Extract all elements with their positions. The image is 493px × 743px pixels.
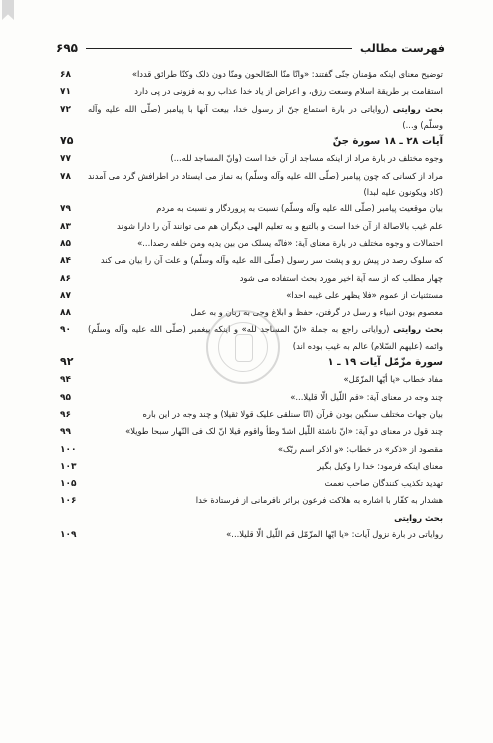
toc-entry-text: مقصود از «ذکر» در خطاب: «و اذکر اسم ربّک»: [277, 443, 443, 454]
toc-entry-text: بیان جهات مختلف سنگین بودن قرآن (انّا سنلقی علیک قولا ثقیلا) و چند وجه در این باره: [142, 408, 443, 419]
toc-entry-page: ۸۴: [60, 256, 71, 267]
section-label: بحث روایتی: [392, 103, 443, 114]
toc-entry-text: مراد از کسانی که چون پیامبر (صلّی الله علیه وآله وسلّم) به نماز می ایستاد در اطرافش گرد می آمدند (کاد ویکونون علیه لبدا): [88, 170, 443, 198]
toc-entry-text: مفاد خطاب «یا أیّها المزّمّل»: [343, 374, 443, 385]
toc-entry-text: معصوم بودن انبیاء و رسل در گرفتن، حفظ و ابلاغ وحی به زبان و به عمل: [190, 307, 443, 318]
toc-entry-text: معنای اینکه فرمود: خدا را وکیل بگیر: [317, 460, 443, 471]
toc-entry-text: تهدید تکذیب کنندگان صاحب نعمت: [324, 478, 443, 489]
toc-entry-page: ۸۶: [60, 273, 71, 284]
toc-entry-page: ۹۰: [60, 325, 71, 336]
toc-entry: [60, 458, 443, 475]
toc-entry-page: ۶۸: [60, 70, 71, 80]
toc-entry: [60, 150, 443, 167]
toc-entry: [60, 101, 443, 134]
toc-entry: [60, 287, 443, 304]
toc-entry: [60, 252, 443, 269]
toc-entry-page: ۷۱: [60, 87, 71, 98]
bookmark-icon[interactable]: [2, 0, 14, 20]
toc-entry-text: روایاتی در بارة نزول آیات: «یا ایّها المزّمّل قم اللّیل الّا قلیلا...»: [226, 529, 443, 540]
toc-entry: [60, 423, 443, 440]
toc-entry: [60, 66, 443, 83]
section-label: بحث روایتی: [394, 512, 443, 523]
toc-entry-page: ۸۸: [60, 308, 71, 319]
toc-entry-text: احتمالات و وجوه مختلف در بارة معنای آیة: «فانّه یسلک من بین یدیه ومن خلفه رصدا...»: [137, 237, 443, 248]
toc-entry: [60, 168, 443, 201]
toc-entry-text: چند قول در معنای دو آیة: «انّ ناشئة اللّیل اشدّ وطأ واقوم قیلا انّ لک فی النّهار سبحا طویلا»: [125, 426, 443, 437]
toc-entry-text: (روایاتی در بارة استماع جنّ از رسول خدا، بیعت آنها با پیامبر (صلّی الله علیه وآله وسلّم) و...): [88, 103, 443, 130]
toc-entry-page: ۱۰۹: [60, 530, 77, 541]
toc-entry-text: چند وجه در معنای آیة: «قم اللّیل الّا قلیلا...»: [290, 391, 443, 402]
toc-entry: [60, 406, 443, 423]
header-page-number: ۶۹۵: [56, 41, 78, 55]
toc-entry-page: ۷۹: [60, 204, 71, 215]
toc-heading-text: آیات ۲۸ ـ ۱۸ سورة جنّ: [332, 136, 443, 148]
toc-entry-page: ۱۰۳: [60, 461, 77, 472]
toc-entry: [60, 270, 443, 287]
toc-list: [60, 66, 443, 543]
toc-entry: [60, 526, 443, 543]
toc-entry: [60, 218, 443, 235]
toc-entry-page: ۸۵: [60, 238, 71, 249]
header-rule: [86, 48, 352, 49]
toc-entry-text: هشدار به کفّار با اشاره به هلاکت فرعون براثر نافرمانی از فرستادة خدا: [195, 495, 443, 506]
toc-entry-page: ۱۰۰: [60, 444, 77, 455]
toc-entry-text: وجوه مختلف در بارة مراد از اینکه مساجد از آن خدا است (وانّ المساجد لله...): [170, 153, 443, 164]
page-header: [56, 40, 445, 56]
toc-entry-text: استقامت بر طریقة اسلام وسعت رزق، و اعراض از یاد خدا عذاب رو به فزونی در پی دارد: [134, 86, 443, 97]
toc-entry-text: که سلوک رصد در پیش رو و پشت سر رسول (صلّی الله علیه وآله وسلّم) و علت آن را بیان می کند: [100, 255, 443, 266]
toc-entry-text: علم غیب بالاصالة از آن خدا است و بالتبع و به تعلیم الهی دیگران هم می توانند آن را دارا شوند: [116, 220, 443, 231]
toc-entry-page: ۷۵: [60, 134, 74, 148]
toc-entry-text: توضیح معنای اینکه مؤمنان جنّی گفتند: «وانّا منّا الصّالحون ومنّا دون ذلک وکنّا طرائق قددا»: [131, 69, 443, 79]
toc-entry-page: ۹۵: [60, 392, 71, 403]
toc-entry: [60, 441, 443, 458]
library-stamp-watermark: [206, 310, 280, 384]
stamp-emblem-icon: [235, 334, 253, 362]
toc-heading-text: سورة مزّمّل آیات ۱۹ ـ ۱: [327, 357, 443, 369]
toc-entry-text: چهار مطلب که از سه آیة اخیر مورد بحث استفاده می شود: [239, 272, 443, 283]
toc-entry: [60, 83, 443, 100]
toc-entry-page: ۹۴: [60, 375, 71, 386]
toc-entry-text: (روایاتی راجع به جملة «انّ المساجد لله» و اینکه پیغمبر (صلّی الله علیه وآله وسلّم) وائمه (علیهم السّلام) عالم به غیب بوده اند): [88, 324, 443, 351]
toc-entry: [60, 389, 443, 406]
toc-entry-page: ۸۳: [60, 221, 71, 232]
toc-section: [60, 510, 443, 526]
toc-heading: [60, 133, 443, 150]
toc-entry-page: ۹۲: [60, 355, 74, 369]
toc-entry: [60, 235, 443, 252]
toc-entry: [60, 475, 443, 492]
toc-entry-page: ۷۷: [60, 154, 71, 165]
section-label: بحث روایتی: [393, 324, 444, 335]
toc-entry-page: ۹۶: [60, 409, 71, 420]
toc-entry-page: ۱۰۶: [60, 496, 77, 507]
toc-entry-page: ۷۸: [60, 171, 71, 182]
toc-entry-text: بیان موقعیت پیامبر (صلّی الله علیه وآله وسلّم) نسبت به پروردگار و نسبت به مردم: [156, 203, 443, 214]
toc-entry: [60, 492, 443, 509]
toc-entry-page: ۱۰۵: [60, 479, 77, 490]
toc-entry: [60, 200, 443, 217]
toc-entry-page: ۹۹: [60, 427, 71, 438]
header-title: فهرست مطالب: [359, 41, 445, 55]
toc-entry-page: ۷۲: [60, 104, 71, 115]
toc-entry-text: مستثنیات از عموم «فلا یظهر علی غیبه احدا»: [286, 289, 443, 300]
toc-entry-page: ۸۷: [60, 290, 71, 301]
